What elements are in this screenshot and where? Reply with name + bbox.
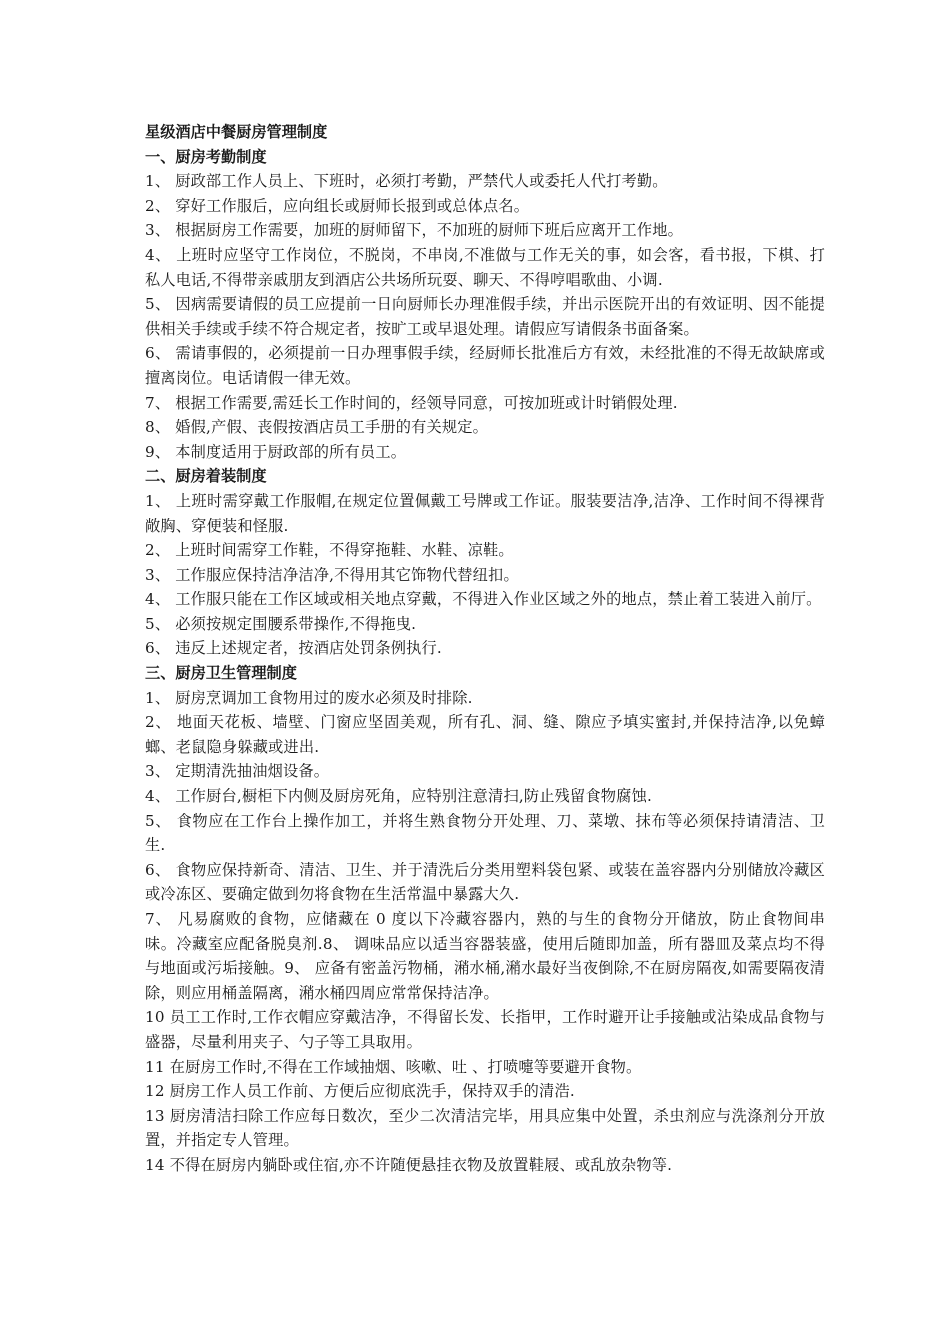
list-item: 1、 厨房烹调加工食物用过的废水必须及时排除. bbox=[145, 688, 473, 707]
list-item: 6、 需请事假的，必须提前一日办理事假手续，经厨师长批准后方有效，未经批准的不得无故缺席或擅离岗位。电话请假一律无效。 bbox=[145, 344, 825, 387]
list-item: 9、 本制度适用于厨政部的所有员工。 bbox=[145, 442, 407, 461]
document-title: 星级酒店中餐厨房管理制度 bbox=[145, 123, 328, 141]
section-heading: 三、厨房卫生管理制度 bbox=[145, 664, 297, 683]
document-page bbox=[145, 120, 825, 1178]
section-hygiene bbox=[145, 661, 825, 1177]
list-item: 7、 根据工作需要,需廷长工作时间的，经领导同意，可按加班或计时销假处理. bbox=[145, 393, 678, 412]
list-item: 2、 上班时间需穿工作鞋，不得穿拖鞋、水鞋、凉鞋。 bbox=[145, 541, 514, 560]
list-item: 2、 地面天花板、墙壁、门窗应坚固美观，所有孔、洞、缝、隙应予填实蜜封,并保持洁净,以免蟑螂、老鼠隐身躲藏或进出. bbox=[145, 713, 825, 756]
list-item: 7、 凡易腐败的食物，应储藏在 0 度以下冷藏容器内，熟的与生的食物分开储放，防止食物间串味。冷藏室应配备脱臭剂.8、 调味品应以适当容器装盛，使用后随即加盖，所有器皿及菜点均不得与地面或污垢接触。9、 应备有密盖污物桶，潲水桶,潲水最好当夜倒除,不在厨房隔夜,如需要隔夜清除，则应用桶盖隔离，潲水桶四周应常常保持洁净。 bbox=[145, 910, 825, 1002]
list-item: 4、 上班时应坚守工作岗位，不脱岗，不串岗,不准做与工作无关的事，如会客，看书报，下棋、打私人电话,不得带亲戚朋友到酒店公共场所玩耍、聊天、不得哼唱歌曲、小调. bbox=[145, 245, 825, 289]
list-item: 3、 根据厨房工作需要，加班的厨师留下，不加班的厨师下班后应离开工作地。 bbox=[145, 221, 684, 240]
list-item: 6、 违反上述规定者，按酒店处罚条例执行. bbox=[145, 639, 442, 658]
list-item: 14 不得在厨房内躺卧或住宿,亦不许随便悬挂衣物及放置鞋屐、或乱放杂物等. bbox=[145, 1155, 673, 1174]
list-item: 2、 穿好工作服后，应向组长或厨师长报到或总体点名。 bbox=[145, 196, 530, 215]
section-attendance bbox=[145, 145, 825, 465]
section-dress-code bbox=[145, 464, 825, 661]
list-item: 11 在厨房工作时,不得在工作域抽烟、咳嗽、吐 、打喷嚏等要避开食物。 bbox=[145, 1057, 642, 1076]
list-item: 8、 婚假,产假、丧假按酒店员工手册的有关规定。 bbox=[145, 418, 489, 437]
list-item: 5、 必须按规定围腰系带操作,不得拖曳. bbox=[145, 614, 417, 633]
list-item: 4、 工作服只能在工作区域或相关地点穿戴，不得进入作业区域之外的地点，禁止着工装进入前厅。 bbox=[145, 590, 822, 609]
list-item: 12 厨房工作人员工作前、方便后应彻底洗手，保持双手的清浩. bbox=[145, 1082, 575, 1101]
section-heading: 二、厨房着装制度 bbox=[145, 467, 267, 486]
list-item: 3、 工作服应保持洁净洁净,不得用其它饰物代替纽扣。 bbox=[145, 565, 519, 584]
list-item: 1、 上班时需穿戴工作服帽,在规定位置佩戴工号牌或工作证。服装要洁净,洁净、工作时间不得裸背敞胸、穿便装和怪服. bbox=[145, 491, 825, 535]
section-heading: 一、厨房考勤制度 bbox=[145, 147, 267, 166]
list-item: 3、 定期清洗抽油烟设备。 bbox=[145, 762, 330, 781]
list-item: 10 员工工作时,工作衣帽应穿戴洁净，不得留长发、长指甲，工作时避开让手接触或沾染成品食物与盛器，尽量利用夹子、勺子等工具取用。 bbox=[145, 1008, 825, 1051]
list-item: 1、 厨政部工作人员上、下班时，必须打考勤，严禁代人或委托人代打考勤。 bbox=[145, 172, 668, 191]
list-item: 6、 食物应保持新奇、清洁、卫生、并于清洗后分类用塑料袋包紧、或装在盖容器内分别储放冷藏区或冷冻区、要确定做到勿将食物在生活常温中暴露大久. bbox=[145, 860, 825, 904]
list-item: 5、 食物应在工作台上操作加工，并将生熟食物分开处理、刀、菜墩、抹布等必须保持请清洁、卫生. bbox=[145, 811, 825, 855]
list-item: 5、 因病需要请假的员工应提前一日向厨师长办理准假手续，并出示医院开出的有效证明、因不能提供相关手续或手续不符合规定者，按旷工或早退处理。请假应写请假条书面备案。 bbox=[145, 295, 825, 338]
list-item: 4、 工作厨台,橱柜下内侧及厨房死角，应特别注意清扫,防止残留食物腐蚀. bbox=[145, 787, 652, 806]
list-item: 13 厨房清洁扫除工作应每日数次，至少二次清洁完毕，用具应集中处置，杀虫剂应与洗涤剂分开放置，并指定专人管理。 bbox=[145, 1106, 825, 1150]
